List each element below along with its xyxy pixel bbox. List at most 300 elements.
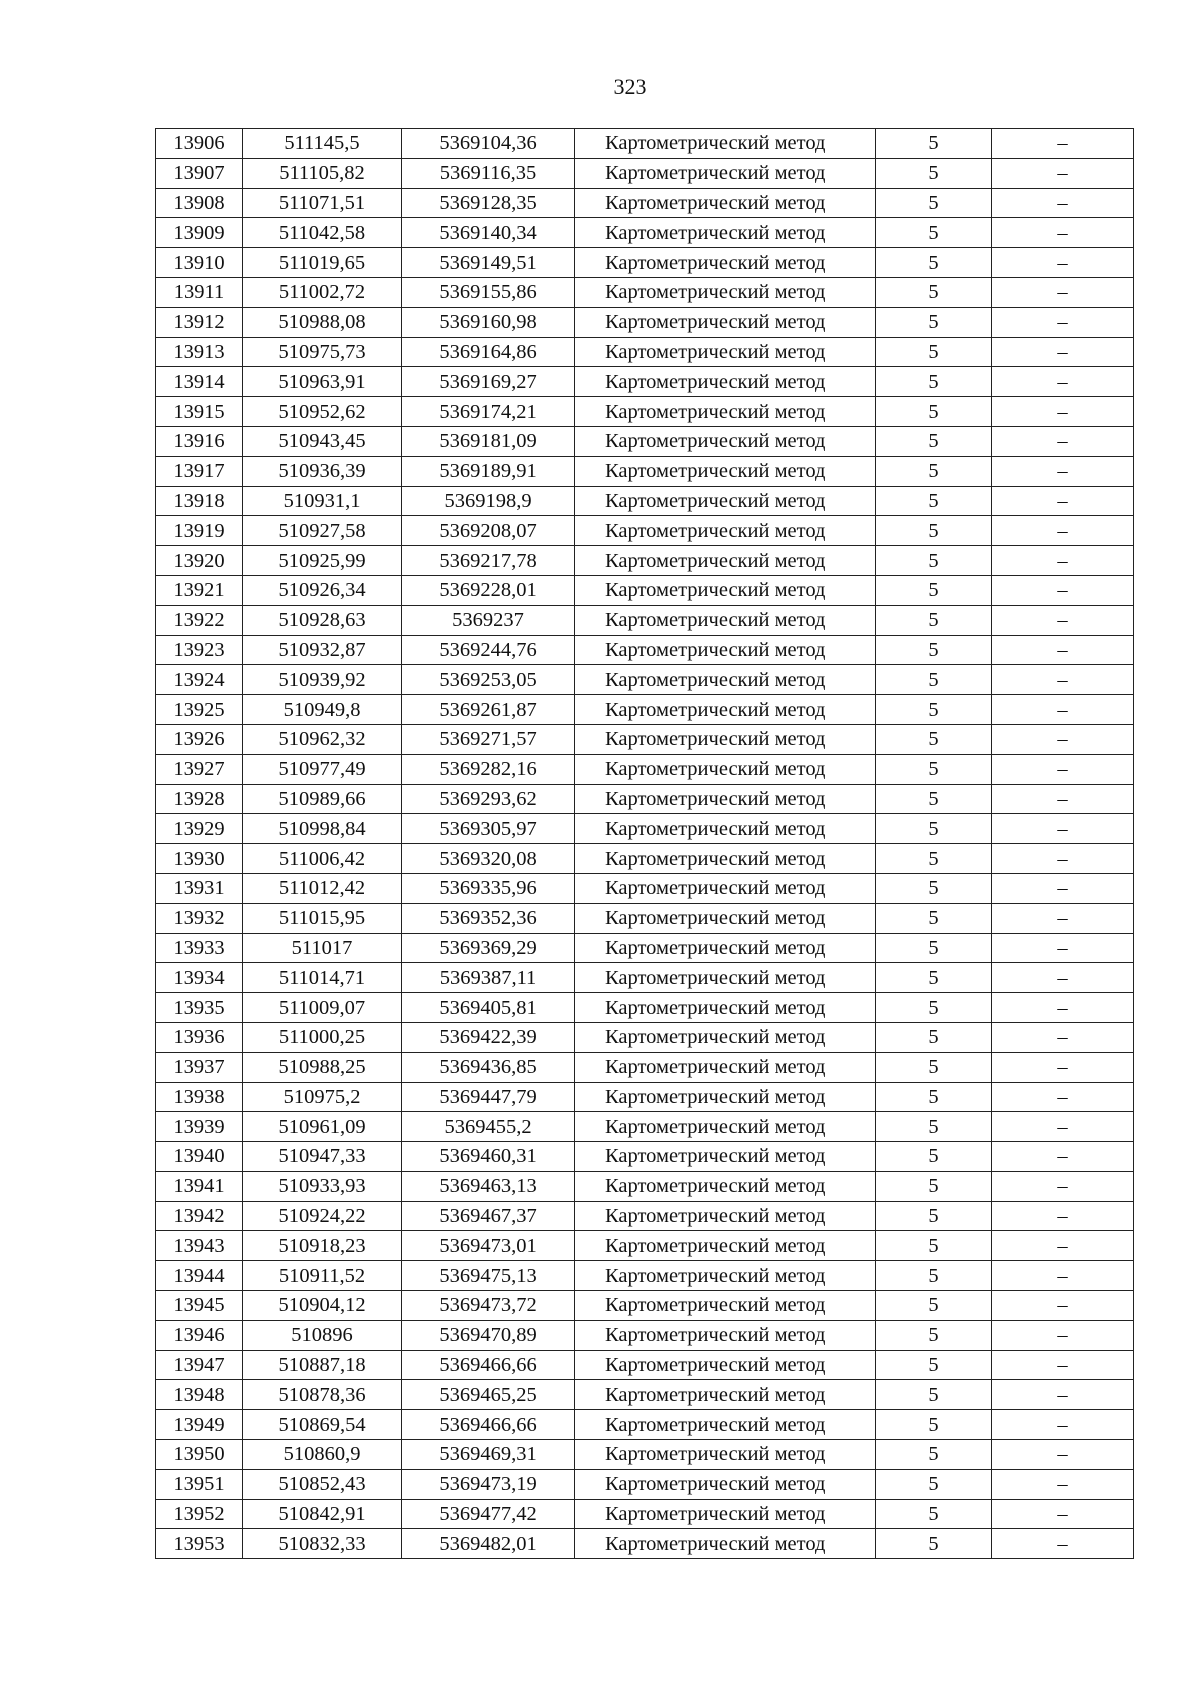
y-coordinate-cell: 5369305,97 bbox=[402, 814, 575, 844]
x-coordinate-cell: 510962,32 bbox=[243, 724, 402, 754]
accuracy-cell: 5 bbox=[876, 277, 992, 307]
x-coordinate-cell: 510896 bbox=[243, 1320, 402, 1350]
y-coordinate-cell: 5369116,35 bbox=[402, 158, 575, 188]
accuracy-cell: 5 bbox=[876, 337, 992, 367]
y-coordinate-cell: 5369198,9 bbox=[402, 486, 575, 516]
y-coordinate-cell: 5369244,76 bbox=[402, 635, 575, 665]
x-coordinate-cell: 510961,09 bbox=[243, 1112, 402, 1142]
table-row bbox=[156, 605, 1134, 635]
accuracy-cell: 5 bbox=[876, 1410, 992, 1440]
accuracy-cell: 5 bbox=[876, 456, 992, 486]
table-row bbox=[156, 248, 1134, 278]
y-coordinate-cell: 5369405,81 bbox=[402, 993, 575, 1023]
table-row bbox=[156, 1261, 1134, 1291]
y-coordinate-cell: 5369160,98 bbox=[402, 307, 575, 337]
y-coordinate-cell: 5369467,37 bbox=[402, 1201, 575, 1231]
x-coordinate-cell: 510926,34 bbox=[243, 575, 402, 605]
point-number-cell: 13933 bbox=[156, 933, 243, 963]
method-cell: Картометрический метод bbox=[575, 665, 876, 695]
method-cell: Картометрический метод bbox=[575, 903, 876, 933]
method-cell: Картометрический метод bbox=[575, 1201, 876, 1231]
table-row bbox=[156, 844, 1134, 874]
note-cell: – bbox=[992, 1201, 1134, 1231]
y-coordinate-cell: 5369352,36 bbox=[402, 903, 575, 933]
note-cell: – bbox=[992, 963, 1134, 993]
y-coordinate-cell: 5369181,09 bbox=[402, 426, 575, 456]
table-row bbox=[156, 1142, 1134, 1172]
x-coordinate-cell: 510949,8 bbox=[243, 695, 402, 725]
point-number-cell: 13916 bbox=[156, 426, 243, 456]
note-cell: – bbox=[992, 218, 1134, 248]
y-coordinate-cell: 5369460,31 bbox=[402, 1142, 575, 1172]
y-coordinate-cell: 5369477,42 bbox=[402, 1499, 575, 1529]
method-cell: Картометрический метод bbox=[575, 337, 876, 367]
accuracy-cell: 5 bbox=[876, 963, 992, 993]
table-row bbox=[156, 1171, 1134, 1201]
note-cell: – bbox=[992, 814, 1134, 844]
point-number-cell: 13926 bbox=[156, 724, 243, 754]
note-cell: – bbox=[992, 1291, 1134, 1321]
table-row bbox=[156, 873, 1134, 903]
point-number-cell: 13934 bbox=[156, 963, 243, 993]
point-number-cell: 13911 bbox=[156, 277, 243, 307]
point-number-cell: 13937 bbox=[156, 1052, 243, 1082]
accuracy-cell: 5 bbox=[876, 1499, 992, 1529]
note-cell: – bbox=[992, 248, 1134, 278]
point-number-cell: 13910 bbox=[156, 248, 243, 278]
table-row bbox=[156, 188, 1134, 218]
x-coordinate-cell: 511105,82 bbox=[243, 158, 402, 188]
y-coordinate-cell: 5369253,05 bbox=[402, 665, 575, 695]
accuracy-cell: 5 bbox=[876, 695, 992, 725]
note-cell: – bbox=[992, 1410, 1134, 1440]
point-number-cell: 13945 bbox=[156, 1291, 243, 1321]
accuracy-cell: 5 bbox=[876, 307, 992, 337]
accuracy-cell: 5 bbox=[876, 575, 992, 605]
point-number-cell: 13949 bbox=[156, 1410, 243, 1440]
x-coordinate-cell: 510927,58 bbox=[243, 516, 402, 546]
x-coordinate-cell: 511009,07 bbox=[243, 993, 402, 1023]
accuracy-cell: 5 bbox=[876, 486, 992, 516]
note-cell: – bbox=[992, 665, 1134, 695]
method-cell: Картометрический метод bbox=[575, 1022, 876, 1052]
table-row bbox=[156, 1499, 1134, 1529]
method-cell: Картометрический метод bbox=[575, 1231, 876, 1261]
x-coordinate-cell: 510933,93 bbox=[243, 1171, 402, 1201]
point-number-cell: 13917 bbox=[156, 456, 243, 486]
y-coordinate-cell: 5369261,87 bbox=[402, 695, 575, 725]
method-cell: Картометрический метод bbox=[575, 1350, 876, 1380]
note-cell: – bbox=[992, 337, 1134, 367]
note-cell: – bbox=[992, 1142, 1134, 1172]
note-cell: – bbox=[992, 695, 1134, 725]
x-coordinate-cell: 510998,84 bbox=[243, 814, 402, 844]
table-row bbox=[156, 1291, 1134, 1321]
note-cell: – bbox=[992, 516, 1134, 546]
x-coordinate-cell: 510904,12 bbox=[243, 1291, 402, 1321]
method-cell: Картометрический метод bbox=[575, 814, 876, 844]
accuracy-cell: 5 bbox=[876, 1112, 992, 1142]
accuracy-cell: 5 bbox=[876, 903, 992, 933]
method-cell: Картометрический метод bbox=[575, 963, 876, 993]
note-cell: – bbox=[992, 903, 1134, 933]
method-cell: Картометрический метод bbox=[575, 546, 876, 576]
x-coordinate-cell: 510928,63 bbox=[243, 605, 402, 635]
accuracy-cell: 5 bbox=[876, 993, 992, 1023]
accuracy-cell: 5 bbox=[876, 426, 992, 456]
x-coordinate-cell: 510936,39 bbox=[243, 456, 402, 486]
method-cell: Картометрический метод bbox=[575, 1142, 876, 1172]
point-number-cell: 13939 bbox=[156, 1112, 243, 1142]
y-coordinate-cell: 5369128,35 bbox=[402, 188, 575, 218]
table-row bbox=[156, 426, 1134, 456]
note-cell: – bbox=[992, 1380, 1134, 1410]
method-cell: Картометрический метод bbox=[575, 754, 876, 784]
point-number-cell: 13946 bbox=[156, 1320, 243, 1350]
accuracy-cell: 5 bbox=[876, 1142, 992, 1172]
note-cell: – bbox=[992, 486, 1134, 516]
table-row bbox=[156, 397, 1134, 427]
accuracy-cell: 5 bbox=[876, 1022, 992, 1052]
accuracy-cell: 5 bbox=[876, 665, 992, 695]
table-row bbox=[156, 546, 1134, 576]
note-cell: – bbox=[992, 367, 1134, 397]
x-coordinate-cell: 510975,2 bbox=[243, 1082, 402, 1112]
note-cell: – bbox=[992, 426, 1134, 456]
accuracy-cell: 5 bbox=[876, 635, 992, 665]
accuracy-cell: 5 bbox=[876, 1469, 992, 1499]
table-row bbox=[156, 1112, 1134, 1142]
point-number-cell: 13907 bbox=[156, 158, 243, 188]
note-cell: – bbox=[992, 1529, 1134, 1559]
method-cell: Картометрический метод bbox=[575, 695, 876, 725]
y-coordinate-cell: 5369228,01 bbox=[402, 575, 575, 605]
table-row bbox=[156, 1022, 1134, 1052]
table-row bbox=[156, 1440, 1134, 1470]
x-coordinate-cell: 510860,9 bbox=[243, 1440, 402, 1470]
y-coordinate-cell: 5369465,25 bbox=[402, 1380, 575, 1410]
point-number-cell: 13914 bbox=[156, 367, 243, 397]
y-coordinate-cell: 5369463,13 bbox=[402, 1171, 575, 1201]
accuracy-cell: 5 bbox=[876, 367, 992, 397]
point-number-cell: 13920 bbox=[156, 546, 243, 576]
point-number-cell: 13909 bbox=[156, 218, 243, 248]
accuracy-cell: 5 bbox=[876, 1201, 992, 1231]
accuracy-cell: 5 bbox=[876, 188, 992, 218]
page-number: 323 bbox=[613, 74, 647, 99]
accuracy-cell: 5 bbox=[876, 844, 992, 874]
note-cell: – bbox=[992, 1350, 1134, 1380]
method-cell: Картометрический метод bbox=[575, 218, 876, 248]
point-number-cell: 13952 bbox=[156, 1499, 243, 1529]
x-coordinate-cell: 510832,33 bbox=[243, 1529, 402, 1559]
method-cell: Картометрический метод bbox=[575, 367, 876, 397]
x-coordinate-cell: 510952,62 bbox=[243, 397, 402, 427]
note-cell: – bbox=[992, 724, 1134, 754]
table-row bbox=[156, 695, 1134, 725]
y-coordinate-cell: 5369387,11 bbox=[402, 963, 575, 993]
x-coordinate-cell: 510932,87 bbox=[243, 635, 402, 665]
accuracy-cell: 5 bbox=[876, 1529, 992, 1559]
table-row bbox=[156, 814, 1134, 844]
method-cell: Картометрический метод bbox=[575, 248, 876, 278]
note-cell: – bbox=[992, 277, 1134, 307]
note-cell: – bbox=[992, 1082, 1134, 1112]
point-number-cell: 13924 bbox=[156, 665, 243, 695]
y-coordinate-cell: 5369174,21 bbox=[402, 397, 575, 427]
y-coordinate-cell: 5369189,91 bbox=[402, 456, 575, 486]
method-cell: Картометрический метод bbox=[575, 993, 876, 1023]
point-number-cell: 13931 bbox=[156, 873, 243, 903]
y-coordinate-cell: 5369436,85 bbox=[402, 1052, 575, 1082]
method-cell: Картометрический метод bbox=[575, 1261, 876, 1291]
note-cell: – bbox=[992, 1231, 1134, 1261]
y-coordinate-cell: 5369482,01 bbox=[402, 1529, 575, 1559]
point-number-cell: 13930 bbox=[156, 844, 243, 874]
note-cell: – bbox=[992, 993, 1134, 1023]
y-coordinate-cell: 5369140,34 bbox=[402, 218, 575, 248]
note-cell: – bbox=[992, 1171, 1134, 1201]
table-row bbox=[156, 337, 1134, 367]
note-cell: – bbox=[992, 784, 1134, 814]
method-cell: Картометрический метод bbox=[575, 724, 876, 754]
method-cell: Картометрический метод bbox=[575, 129, 876, 159]
point-number-cell: 13915 bbox=[156, 397, 243, 427]
x-coordinate-cell: 510911,52 bbox=[243, 1261, 402, 1291]
coordinates-table bbox=[155, 128, 1134, 1559]
method-cell: Картометрический метод bbox=[575, 307, 876, 337]
accuracy-cell: 5 bbox=[876, 1440, 992, 1470]
note-cell: – bbox=[992, 873, 1134, 903]
table-row bbox=[156, 754, 1134, 784]
accuracy-cell: 5 bbox=[876, 754, 992, 784]
note-cell: – bbox=[992, 188, 1134, 218]
accuracy-cell: 5 bbox=[876, 873, 992, 903]
accuracy-cell: 5 bbox=[876, 218, 992, 248]
y-coordinate-cell: 5369422,39 bbox=[402, 1022, 575, 1052]
table-row bbox=[156, 1469, 1134, 1499]
point-number-cell: 13932 bbox=[156, 903, 243, 933]
y-coordinate-cell: 5369470,89 bbox=[402, 1320, 575, 1350]
method-cell: Картометрический метод bbox=[575, 1469, 876, 1499]
accuracy-cell: 5 bbox=[876, 1380, 992, 1410]
x-coordinate-cell: 510977,49 bbox=[243, 754, 402, 784]
table-row bbox=[156, 933, 1134, 963]
point-number-cell: 13922 bbox=[156, 605, 243, 635]
x-coordinate-cell: 510887,18 bbox=[243, 1350, 402, 1380]
table-row bbox=[156, 963, 1134, 993]
table-row bbox=[156, 575, 1134, 605]
x-coordinate-cell: 510947,33 bbox=[243, 1142, 402, 1172]
accuracy-cell: 5 bbox=[876, 516, 992, 546]
accuracy-cell: 5 bbox=[876, 814, 992, 844]
x-coordinate-cell: 510924,22 bbox=[243, 1201, 402, 1231]
method-cell: Картометрический метод bbox=[575, 1529, 876, 1559]
point-number-cell: 13951 bbox=[156, 1469, 243, 1499]
y-coordinate-cell: 5369473,01 bbox=[402, 1231, 575, 1261]
accuracy-cell: 5 bbox=[876, 1350, 992, 1380]
x-coordinate-cell: 510918,23 bbox=[243, 1231, 402, 1261]
accuracy-cell: 5 bbox=[876, 397, 992, 427]
note-cell: – bbox=[992, 1112, 1134, 1142]
point-number-cell: 13940 bbox=[156, 1142, 243, 1172]
note-cell: – bbox=[992, 1261, 1134, 1291]
method-cell: Картометрический метод bbox=[575, 1410, 876, 1440]
accuracy-cell: 5 bbox=[876, 605, 992, 635]
y-coordinate-cell: 5369271,57 bbox=[402, 724, 575, 754]
x-coordinate-cell: 511019,65 bbox=[243, 248, 402, 278]
x-coordinate-cell: 511145,5 bbox=[243, 129, 402, 159]
table-row bbox=[156, 665, 1134, 695]
y-coordinate-cell: 5369149,51 bbox=[402, 248, 575, 278]
y-coordinate-cell: 5369164,86 bbox=[402, 337, 575, 367]
x-coordinate-cell: 510989,66 bbox=[243, 784, 402, 814]
x-coordinate-cell: 510852,43 bbox=[243, 1469, 402, 1499]
point-number-cell: 13936 bbox=[156, 1022, 243, 1052]
accuracy-cell: 5 bbox=[876, 1291, 992, 1321]
point-number-cell: 13941 bbox=[156, 1171, 243, 1201]
note-cell: – bbox=[992, 397, 1134, 427]
point-number-cell: 13950 bbox=[156, 1440, 243, 1470]
note-cell: – bbox=[992, 575, 1134, 605]
note-cell: – bbox=[992, 129, 1134, 159]
note-cell: – bbox=[992, 605, 1134, 635]
point-number-cell: 13923 bbox=[156, 635, 243, 665]
table-row bbox=[156, 1410, 1134, 1440]
note-cell: – bbox=[992, 1469, 1134, 1499]
x-coordinate-cell: 511006,42 bbox=[243, 844, 402, 874]
x-coordinate-cell: 510988,08 bbox=[243, 307, 402, 337]
x-coordinate-cell: 511000,25 bbox=[243, 1022, 402, 1052]
method-cell: Картометрический метод bbox=[575, 188, 876, 218]
table-row bbox=[156, 1231, 1134, 1261]
method-cell: Картометрический метод bbox=[575, 486, 876, 516]
point-number-cell: 13927 bbox=[156, 754, 243, 784]
table-row bbox=[156, 277, 1134, 307]
accuracy-cell: 5 bbox=[876, 248, 992, 278]
method-cell: Картометрический метод bbox=[575, 933, 876, 963]
point-number-cell: 13935 bbox=[156, 993, 243, 1023]
point-number-cell: 13913 bbox=[156, 337, 243, 367]
y-coordinate-cell: 5369293,62 bbox=[402, 784, 575, 814]
accuracy-cell: 5 bbox=[876, 158, 992, 188]
y-coordinate-cell: 5369155,86 bbox=[402, 277, 575, 307]
y-coordinate-cell: 5369369,29 bbox=[402, 933, 575, 963]
point-number-cell: 13947 bbox=[156, 1350, 243, 1380]
method-cell: Картометрический метод bbox=[575, 1112, 876, 1142]
point-number-cell: 13938 bbox=[156, 1082, 243, 1112]
y-coordinate-cell: 5369475,13 bbox=[402, 1261, 575, 1291]
y-coordinate-cell: 5369455,2 bbox=[402, 1112, 575, 1142]
table-row bbox=[156, 486, 1134, 516]
method-cell: Картометрический метод bbox=[575, 516, 876, 546]
x-coordinate-cell: 510925,99 bbox=[243, 546, 402, 576]
method-cell: Картометрический метод bbox=[575, 1052, 876, 1082]
point-number-cell: 13912 bbox=[156, 307, 243, 337]
y-coordinate-cell: 5369466,66 bbox=[402, 1410, 575, 1440]
table-row bbox=[156, 1350, 1134, 1380]
x-coordinate-cell: 511017 bbox=[243, 933, 402, 963]
point-number-cell: 13921 bbox=[156, 575, 243, 605]
x-coordinate-cell: 511015,95 bbox=[243, 903, 402, 933]
x-coordinate-cell: 511042,58 bbox=[243, 218, 402, 248]
x-coordinate-cell: 510869,54 bbox=[243, 1410, 402, 1440]
method-cell: Картометрический метод bbox=[575, 784, 876, 814]
accuracy-cell: 5 bbox=[876, 784, 992, 814]
y-coordinate-cell: 5369237 bbox=[402, 605, 575, 635]
accuracy-cell: 5 bbox=[876, 1052, 992, 1082]
method-cell: Картометрический метод bbox=[575, 158, 876, 188]
method-cell: Картометрический метод bbox=[575, 1440, 876, 1470]
method-cell: Картометрический метод bbox=[575, 1499, 876, 1529]
note-cell: – bbox=[992, 158, 1134, 188]
point-number-cell: 13944 bbox=[156, 1261, 243, 1291]
note-cell: – bbox=[992, 635, 1134, 665]
y-coordinate-cell: 5369466,66 bbox=[402, 1350, 575, 1380]
method-cell: Картометрический метод bbox=[575, 456, 876, 486]
x-coordinate-cell: 510878,36 bbox=[243, 1380, 402, 1410]
x-coordinate-cell: 511014,71 bbox=[243, 963, 402, 993]
table-row bbox=[156, 1082, 1134, 1112]
accuracy-cell: 5 bbox=[876, 1231, 992, 1261]
y-coordinate-cell: 5369473,72 bbox=[402, 1291, 575, 1321]
x-coordinate-cell: 510943,45 bbox=[243, 426, 402, 456]
table-row bbox=[156, 784, 1134, 814]
point-number-cell: 13929 bbox=[156, 814, 243, 844]
accuracy-cell: 5 bbox=[876, 1261, 992, 1291]
method-cell: Картометрический метод bbox=[575, 1380, 876, 1410]
accuracy-cell: 5 bbox=[876, 1171, 992, 1201]
y-coordinate-cell: 5369320,08 bbox=[402, 844, 575, 874]
table-row bbox=[156, 635, 1134, 665]
point-number-cell: 13925 bbox=[156, 695, 243, 725]
note-cell: – bbox=[992, 456, 1134, 486]
table-row bbox=[156, 218, 1134, 248]
coordinates-table-body bbox=[156, 129, 1134, 1559]
table-row bbox=[156, 516, 1134, 546]
point-number-cell: 13906 bbox=[156, 129, 243, 159]
point-number-cell: 13943 bbox=[156, 1231, 243, 1261]
table-row bbox=[156, 1201, 1134, 1231]
x-coordinate-cell: 510963,91 bbox=[243, 367, 402, 397]
x-coordinate-cell: 511012,42 bbox=[243, 873, 402, 903]
y-coordinate-cell: 5369217,78 bbox=[402, 546, 575, 576]
note-cell: – bbox=[992, 1022, 1134, 1052]
point-number-cell: 13948 bbox=[156, 1380, 243, 1410]
point-number-cell: 13928 bbox=[156, 784, 243, 814]
note-cell: – bbox=[992, 754, 1134, 784]
y-coordinate-cell: 5369104,36 bbox=[402, 129, 575, 159]
y-coordinate-cell: 5369208,07 bbox=[402, 516, 575, 546]
table-row bbox=[156, 456, 1134, 486]
y-coordinate-cell: 5369335,96 bbox=[402, 873, 575, 903]
table-row bbox=[156, 129, 1134, 159]
accuracy-cell: 5 bbox=[876, 1320, 992, 1350]
method-cell: Картометрический метод bbox=[575, 1320, 876, 1350]
table-row bbox=[156, 993, 1134, 1023]
table-row bbox=[156, 724, 1134, 754]
method-cell: Картометрический метод bbox=[575, 277, 876, 307]
table-row bbox=[156, 307, 1134, 337]
y-coordinate-cell: 5369469,31 bbox=[402, 1440, 575, 1470]
x-coordinate-cell: 510939,92 bbox=[243, 665, 402, 695]
y-coordinate-cell: 5369169,27 bbox=[402, 367, 575, 397]
x-coordinate-cell: 511002,72 bbox=[243, 277, 402, 307]
x-coordinate-cell: 510931,1 bbox=[243, 486, 402, 516]
x-coordinate-cell: 510988,25 bbox=[243, 1052, 402, 1082]
point-number-cell: 13953 bbox=[156, 1529, 243, 1559]
note-cell: – bbox=[992, 1440, 1134, 1470]
